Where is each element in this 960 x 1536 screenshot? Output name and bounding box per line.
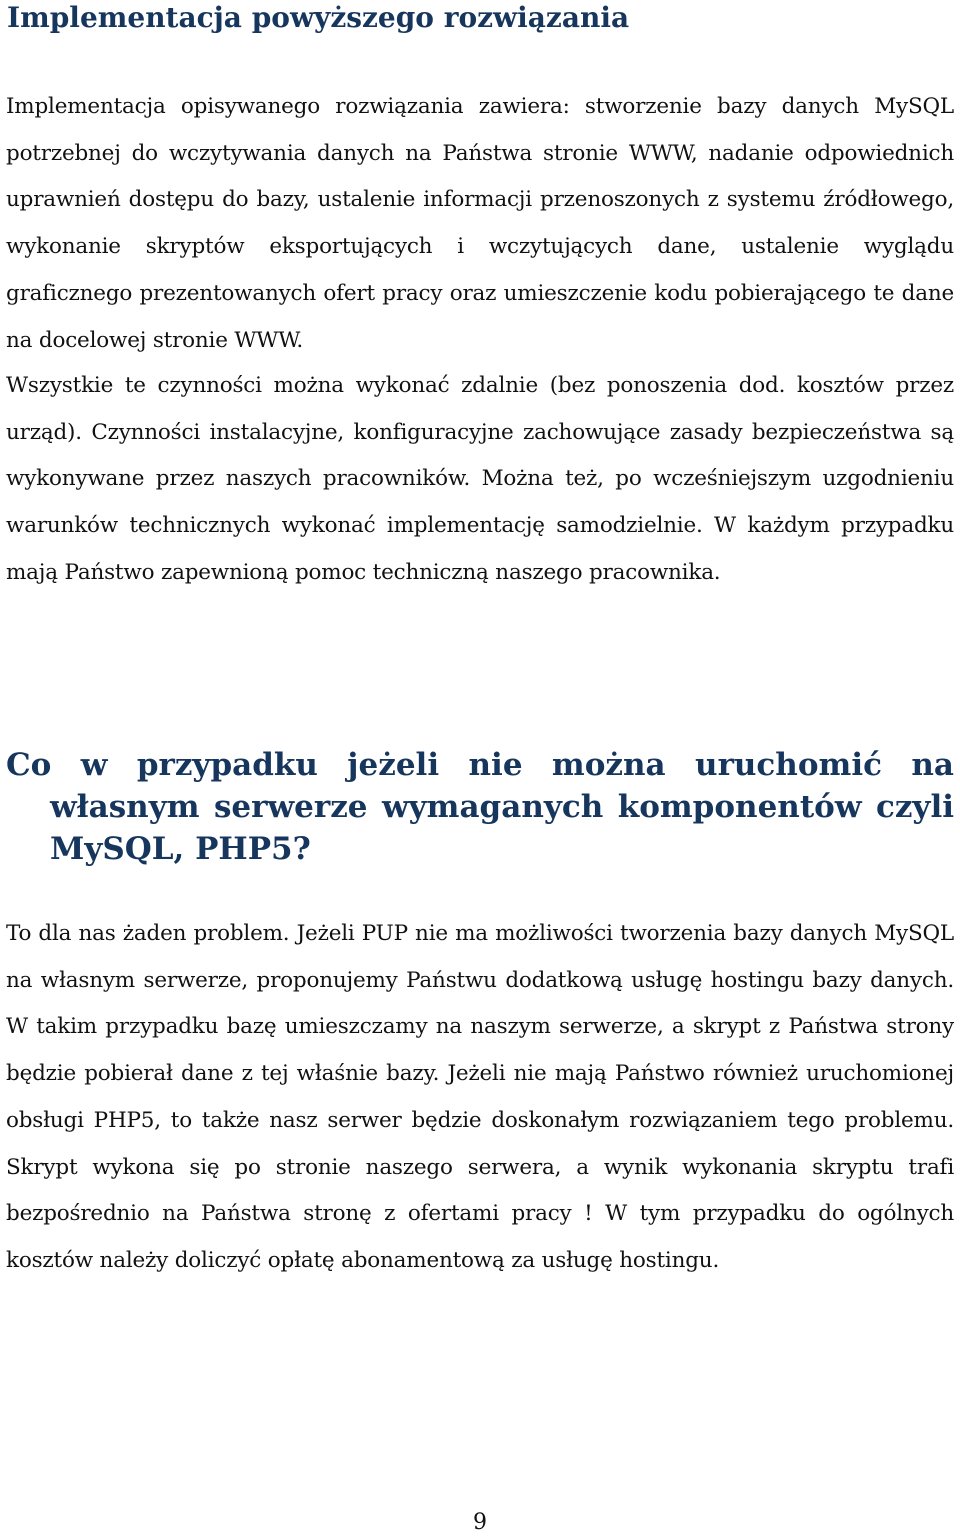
page-number: 9 <box>473 1510 487 1535</box>
section-heading-implementation: Implementacja powyższego rozwiązania <box>7 1 630 34</box>
paragraph-hosting-offer: To dla nas żaden problem. Jeżeli PUP nie ma możliwości tworzenia bazy danych MySQL na własnym serwerze, proponujemy Państwu dodatkową usługę hostingu bazy danych. W takim przypadku bazę umieszczamy na naszym serwerze, a skrypt z Państwa strony będzie pobierał dane z tej właśnie bazy. Jeżeli nie mają Państwo również uruchomionej obsługi PHP5, to także nasz serwer będzie doskonałym rozwiązaniem tego problemu. Skrypt wykona się po stronie naszego serwera, a wynik wykonania skryptu trafi bezpośrednio na Państwa stronę z ofertami pracy ! W tym przypadku do ogólnych kosztów należy doliczyć opłatę abonamentową za usługę hostingu. <box>6 921 954 1273</box>
paragraph-implementation-scope: Implementacja opisywanego rozwiązania zawiera: stworzenie bazy danych MySQL potrzebnej do wczytywania danych na Państwa stronie WWW, nadanie odpowiednich uprawnień dostępu do bazy, ustalenie informacji przenoszonych z systemu źródłowego, wykonanie skryptów eksportujących i wczytujących dane, ustalenie wyglądu graficznego prezentowanych ofert pracy oraz umieszczenie kodu pobierającego te dane na docelowej stronie WWW. <box>6 94 954 353</box>
paragraph-remote-work: Wszystkie te czynności można wykonać zdalnie (bez ponoszenia dod. kosztów przez urząd). Czynności instalacyjne, konfiguracyjne zachowujące zasady bezpieczeństwa są wykonywane przez naszych pracowników. Można też, po wcześniejszym uzgodnieniu warunków technicznych wykonać implementację samodzielnie. W każdym przypadku mają Państwo zapewnioną pomoc techniczną naszego pracownika. <box>6 373 954 585</box>
section-heading-question: Co w przypadku jeżeli nie można uruchomić na własnym serwerze wymaganych komponentów czyli MySQL, PHP5? <box>6 747 954 867</box>
